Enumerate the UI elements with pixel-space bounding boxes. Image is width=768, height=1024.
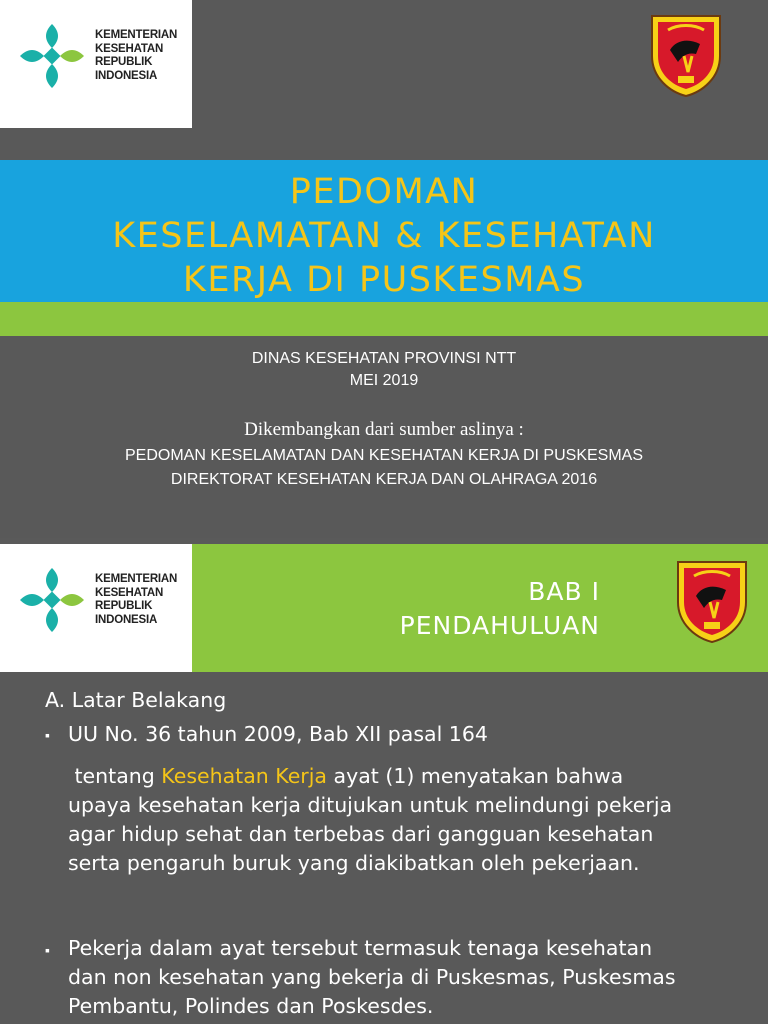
ntt-crest-icon — [674, 558, 750, 644]
date: MEI 2019 — [349, 372, 419, 389]
paragraph-line-1: tentang Kesehatan Kerja ayat (1) menyatakan bahwa — [68, 764, 624, 788]
source-intro: Dikembangkan dari sumber aslinya : — [244, 419, 524, 440]
paragraph-line-3: agar hidup sehat dan terbebas dari gangguan kesehatan — [68, 822, 654, 846]
kemenkes-logo-text: KEMENTERIAN KESEHATAN REPUBLIK INDONESIA — [95, 573, 178, 626]
title-accent-band — [0, 302, 768, 336]
bullet-2-line-1: Pekerja dalam ayat tersebut termasuk tenaga kesehatan — [68, 936, 653, 960]
title-line-2: KESELAMATAN & KESEHATAN — [112, 216, 656, 256]
kemenkes-logo-text: KEMENTERIAN KESEHATAN REPUBLIK INDONESIA — [95, 29, 178, 82]
title-line-1: PEDOMAN — [289, 172, 479, 212]
source-title: PEDOMAN KESELAMATAN DAN KESEHATAN KERJA DI PUSKESMAS — [124, 447, 644, 464]
kemenkes-logo — [0, 544, 192, 672]
bullet-marker: ▪ — [45, 942, 50, 958]
kemenkes-logo-icon — [16, 20, 88, 92]
title-line-3: KERJA DI PUSKESMAS — [182, 260, 586, 300]
bullet-marker: ▪ — [45, 727, 50, 743]
kemenkes-logo-icon — [16, 564, 88, 636]
ntt-crest-icon — [648, 12, 724, 98]
chapter-title: PENDAHULUAN — [399, 611, 600, 640]
chapter-number: BAB I — [528, 577, 600, 606]
paragraph-line-2: upaya kesehatan kerja ditujukan untuk melindungi pekerja — [68, 793, 673, 817]
bullet-2-line-3: Pembantu, Polindes dan Poskesdes. — [68, 994, 434, 1018]
org-name: DINAS KESEHATAN PROVINSI NTT — [251, 350, 517, 367]
bullet-1-text: UU No. 36 tahun 2009, Bab XII pasal 164 — [68, 722, 488, 746]
kemenkes-logo — [0, 0, 192, 128]
highlight-term: Kesehatan Kerja — [161, 764, 327, 788]
bullet-2-line-2: dan non kesehatan yang bekerja di Puskesmas, Puskesmas — [68, 965, 676, 989]
chapter-slide — [0, 544, 768, 1024]
paragraph-line-4: serta pengaruh buruk yang diakibatkan oleh pekerjaan. — [68, 851, 640, 875]
section-heading: A. Latar Belakang — [45, 688, 227, 712]
source-org: DIREKTORAT KESEHATAN KERJA DAN OLAHRAGA 2016 — [170, 471, 598, 488]
